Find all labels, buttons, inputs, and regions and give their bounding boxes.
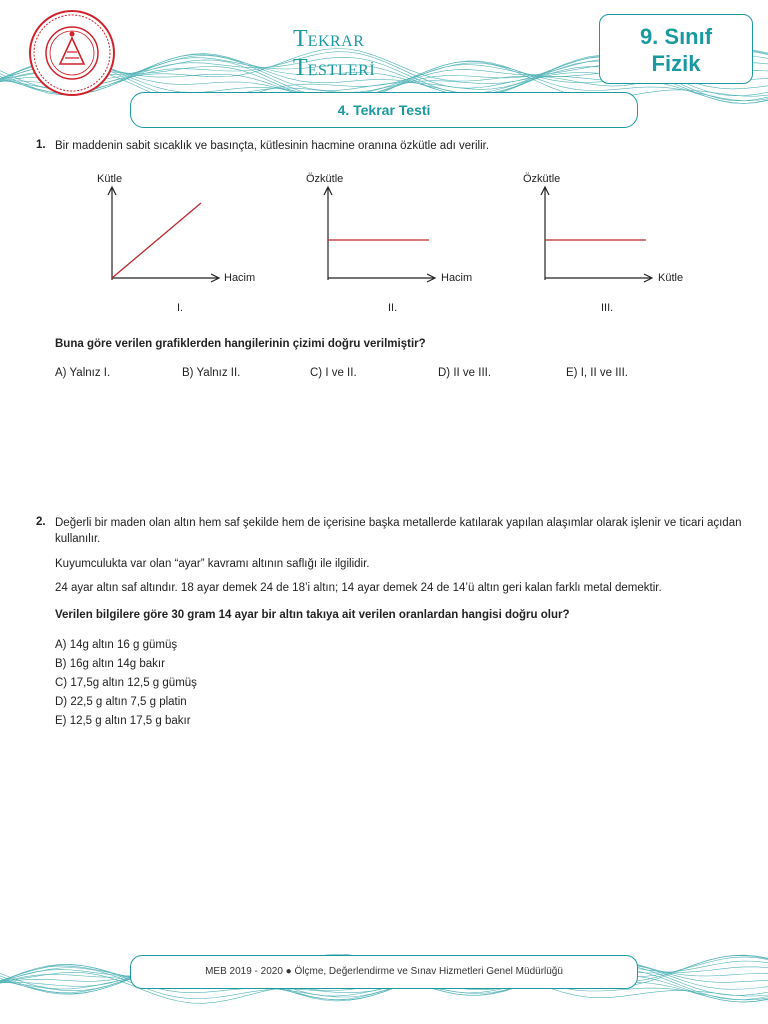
question-1-prompt: Buna göre verilen grafiklerden hangilerinin çizimi doğru verilmiştir?	[55, 338, 426, 350]
question-2-paragraph-1: Değerli bir maden olan altın hem saf şekilde hem de içerisine başka metallerde katılarak yapılan alaşımlar olarak işlenir ve ticari açıdan kullanılır.	[55, 517, 742, 545]
graph-2	[306, 170, 476, 314]
question-1-option-c[interactable]: C) I ve II.	[310, 367, 357, 379]
question-1-text: Bir maddenin sabit sıcaklık ve basınçta, kütlesinin hacmine oranına özkütle adı verilir.	[55, 140, 490, 152]
question-1-option-b[interactable]: B) Yalnız II.	[182, 367, 241, 379]
brand-word-2: ESTLERİ	[307, 62, 376, 79]
graph-1-caption: I.	[177, 302, 184, 314]
graph-1-x-label: Hacim	[224, 272, 256, 284]
brand-title	[293, 26, 375, 84]
graph-2-y-label: Özkütle	[306, 173, 344, 185]
graph-1-y-label: Kütle	[97, 173, 123, 185]
graph-3-y-label: Özkütle	[523, 173, 561, 185]
question-2-option-a[interactable]: A) 14g altın 16 g gümüş	[55, 639, 178, 651]
grade-subject-box	[599, 14, 753, 84]
question-1-option-a[interactable]: A) Yalnız I.	[55, 367, 111, 379]
brand-initial-1: T	[293, 26, 308, 52]
grade-label: 9. Sınıf	[639, 24, 713, 49]
question-2-option-e[interactable]: E) 12,5 g altın 17,5 g bakır	[55, 715, 191, 727]
question-2-option-d[interactable]: D) 22,5 g altın 7,5 g platin	[55, 696, 187, 708]
question-2-option-b[interactable]: B) 16g altın 14g bakır	[55, 658, 165, 670]
question-1-option-e[interactable]: E) I, II ve III.	[566, 367, 628, 379]
question-2-number: 2.	[36, 516, 46, 528]
graph-3	[523, 170, 693, 314]
test-title: 4. Tekrar Testi	[130, 92, 638, 128]
graph-3-caption: III.	[601, 302, 614, 314]
brand-word-1: EKRAR	[307, 33, 365, 50]
question-2-paragraph-3: 24 ayar altın saf altındır. 18 ayar demek 24 de 18’i altın; 14 ayar demek 24 de 14’ü altın geri kalan farklı metal demektir.	[55, 582, 662, 594]
graph-2-caption: II.	[388, 302, 398, 314]
question-2-prompt: Verilen bilgilere göre 30 gram 14 ayar bir altın takıya ait verilen oranlardan hangisi doğru olur?	[55, 609, 570, 621]
subject-label: Fizik	[651, 51, 701, 76]
footer-credit: MEB 2019 - 2020 ● Ölçme, Değerlendirme ve Sınav Hizmetleri Genel Müdürlüğü	[130, 955, 638, 989]
question-2-option-c[interactable]: C) 17,5g altın 12,5 g gümüş	[55, 677, 197, 689]
question-2-paragraph-2: Kuyumculukta var olan “ayar” kavramı altının saflığı ile ilgilidir.	[55, 558, 370, 570]
question-1-option-d[interactable]: D) II ve III.	[438, 367, 492, 379]
ministry-seal-logo	[27, 8, 117, 98]
question-1-number: 1.	[36, 139, 46, 151]
brand-initial-2: T	[293, 55, 308, 81]
graph-1-line	[112, 203, 201, 278]
graph-2-x-label: Hacim	[441, 272, 473, 284]
graph-3-x-label: Kütle	[658, 272, 684, 284]
graph-1	[92, 170, 262, 314]
